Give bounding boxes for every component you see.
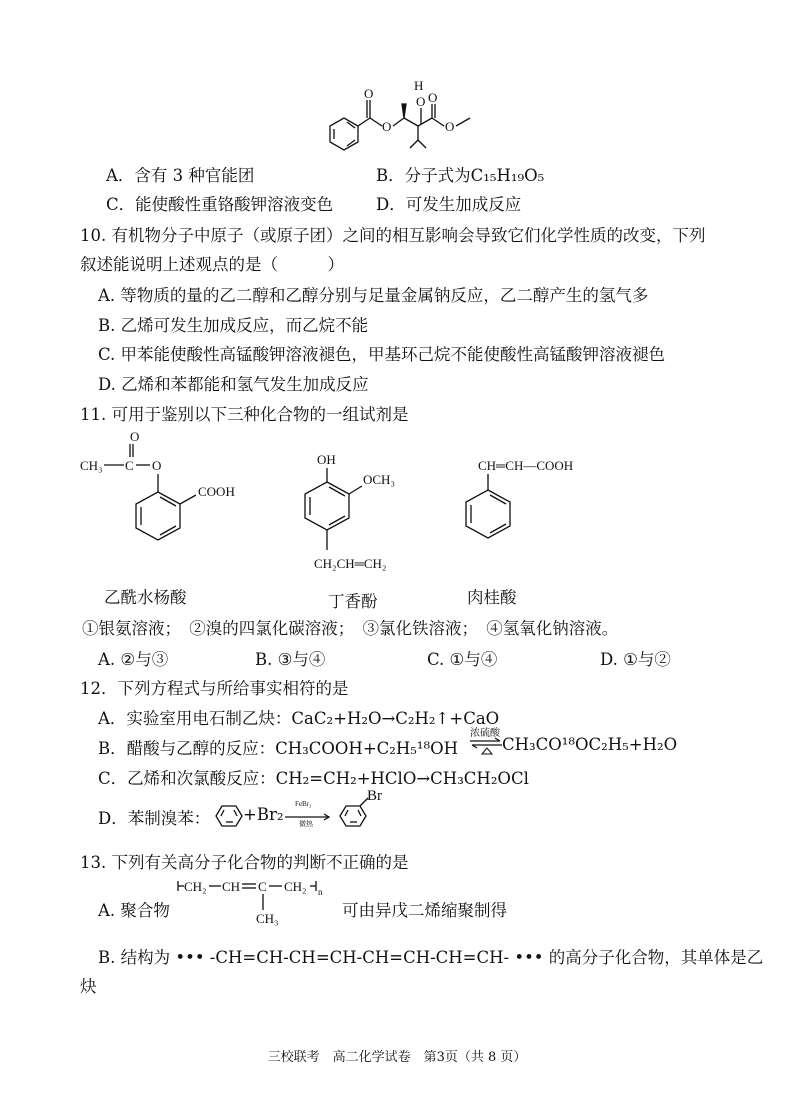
svg-text:CH₃: CH₃ xyxy=(256,911,279,926)
q10-option-a: A. 等物质的量的乙二醇和乙醇分别与足量金属钠反应，乙二醇产生的氢气多 xyxy=(98,286,649,305)
svg-text:OH: OH xyxy=(317,452,336,467)
q11-compound1-name: 乙酰水杨酸 xyxy=(104,588,187,607)
q13-option-b-line2: 炔 xyxy=(80,977,97,996)
q12-bromobenzene-structure xyxy=(336,788,396,836)
q9-option-a: A．含有 3 种官能团 xyxy=(106,166,255,185)
q12-option-b-condition: 浓硫酸 xyxy=(470,728,500,739)
q9-option-c: C．能使酸性重铬酸钾溶液变色 xyxy=(106,195,334,214)
q10-option-b: B. 乙烯可发生加成反应，而乙烷不能 xyxy=(98,316,369,335)
q13-stem: 13. 下列有关高分子化合物的判断不正确的是 xyxy=(80,853,409,872)
q9-molecule-structure xyxy=(318,78,488,160)
q13-option-b-line1: B. 结构为 ••• -CH=CH-CH=CH-CH=CH-CH=CH- ••• 的高分子化合物，其单体是乙 xyxy=(98,948,764,967)
q12-reversible-arrow xyxy=(468,738,504,754)
svg-text:O: O xyxy=(152,458,162,473)
q13-option-a-prefix: A. 聚合物 xyxy=(98,901,170,920)
svg-text:C: C xyxy=(125,458,134,473)
q11-option-c: C. ①与④ xyxy=(427,650,498,669)
q11-compound2-structure xyxy=(300,452,430,582)
svg-text:Br: Br xyxy=(367,788,382,804)
q11-option-d: D. ①与② xyxy=(600,650,671,669)
q13-polyisoprene-structure xyxy=(176,875,346,930)
svg-text:COOH: COOH xyxy=(198,484,235,499)
q11-option-b: B. ③与④ xyxy=(255,650,326,669)
q10-stem-line1: 10. 有机物分子中原子（或原子团）之间的相互影响会导致它们化学性质的改变，下列 xyxy=(80,226,706,245)
q10-option-c: C. 甲苯能使酸性高锰酸钾溶液褪色，甲基环己烷不能使酸性高锰酸钾溶液褪色 xyxy=(98,345,666,364)
svg-text:CH₂: CH₂ xyxy=(184,879,207,894)
page-footer: 三校联考 高二化学试卷 第3页（共 8 页） xyxy=(267,1050,527,1065)
q9-option-b: B．分子式为C₁₅H₁₉O₅ xyxy=(376,166,545,185)
q12-option-d-reagent: +Br₂ xyxy=(243,805,284,824)
q12-option-d-cond-bottom: 微热 xyxy=(299,820,313,828)
svg-text:C: C xyxy=(258,879,267,894)
q12-option-b-suffix: CH₃CO¹⁸OC₂H₅+H₂O xyxy=(502,735,678,754)
svg-text:CH₂CH═CH₂: CH₂CH═CH₂ xyxy=(314,556,387,571)
q9-option-d: D．可发生加成反应 xyxy=(376,195,522,214)
q11-reagents: ①银氨溶液； ②溴的四氯化碳溶液； ③氯化铁溶液； ④氢氧化钠溶液。 xyxy=(82,619,619,638)
svg-text:CH₃: CH₃ xyxy=(80,458,103,473)
svg-text:CH: CH xyxy=(222,879,241,894)
q10-stem-line2: 叙述能说明上述观点的是（ ） xyxy=(80,255,344,274)
svg-text:OCH₃: OCH₃ xyxy=(363,472,395,487)
svg-text:CH═CH—COOH: CH═CH—COOH xyxy=(478,458,574,473)
q12-option-d-cond-top: FeBr₃ xyxy=(295,800,312,808)
q12-option-b-prefix: B．醋酸与乙醇的反应：CH₃COOH+C₂H₅¹⁸OH xyxy=(98,739,459,758)
q11-compound1-structure xyxy=(80,428,250,558)
svg-text:CH₂: CH₂ xyxy=(284,879,307,894)
svg-text:O: O xyxy=(445,119,455,134)
q11-stem: 11. 可用于鉴别以下三种化合物的一组试剂是 xyxy=(80,405,409,424)
q11-compound3-name: 肉桂酸 xyxy=(467,588,517,607)
svg-text:O: O xyxy=(364,86,374,101)
q12-option-d-prefix: D．苯制溴苯： xyxy=(98,809,211,828)
svg-text:O: O xyxy=(130,429,140,444)
svg-text:O: O xyxy=(428,90,438,105)
q11-compound2-name: 丁香酚 xyxy=(328,592,378,611)
svg-text:n: n xyxy=(318,887,323,897)
q11-compound3-structure xyxy=(460,452,610,552)
q10-option-d: D. 乙烯和苯都能和氢气发生加成反应 xyxy=(98,375,369,394)
q12-option-a: A．实验室用电石制乙炔：CaC₂+H₂O→C₂H₂↑+CaO xyxy=(98,709,500,728)
svg-text:O: O xyxy=(382,119,392,134)
svg-text:H: H xyxy=(414,78,424,93)
q12-option-c: C．乙烯和次氯酸反应：CH₂=CH₂+HClO→CH₃CH₂OCl xyxy=(98,769,529,788)
q12-stem: 12．下列方程式与所给事实相符的是 xyxy=(80,679,349,698)
q11-option-a: A. ②与③ xyxy=(98,650,169,669)
svg-text:O: O xyxy=(416,94,426,109)
q13-option-a-suffix: 可由异戊二烯缩聚制得 xyxy=(342,901,507,920)
